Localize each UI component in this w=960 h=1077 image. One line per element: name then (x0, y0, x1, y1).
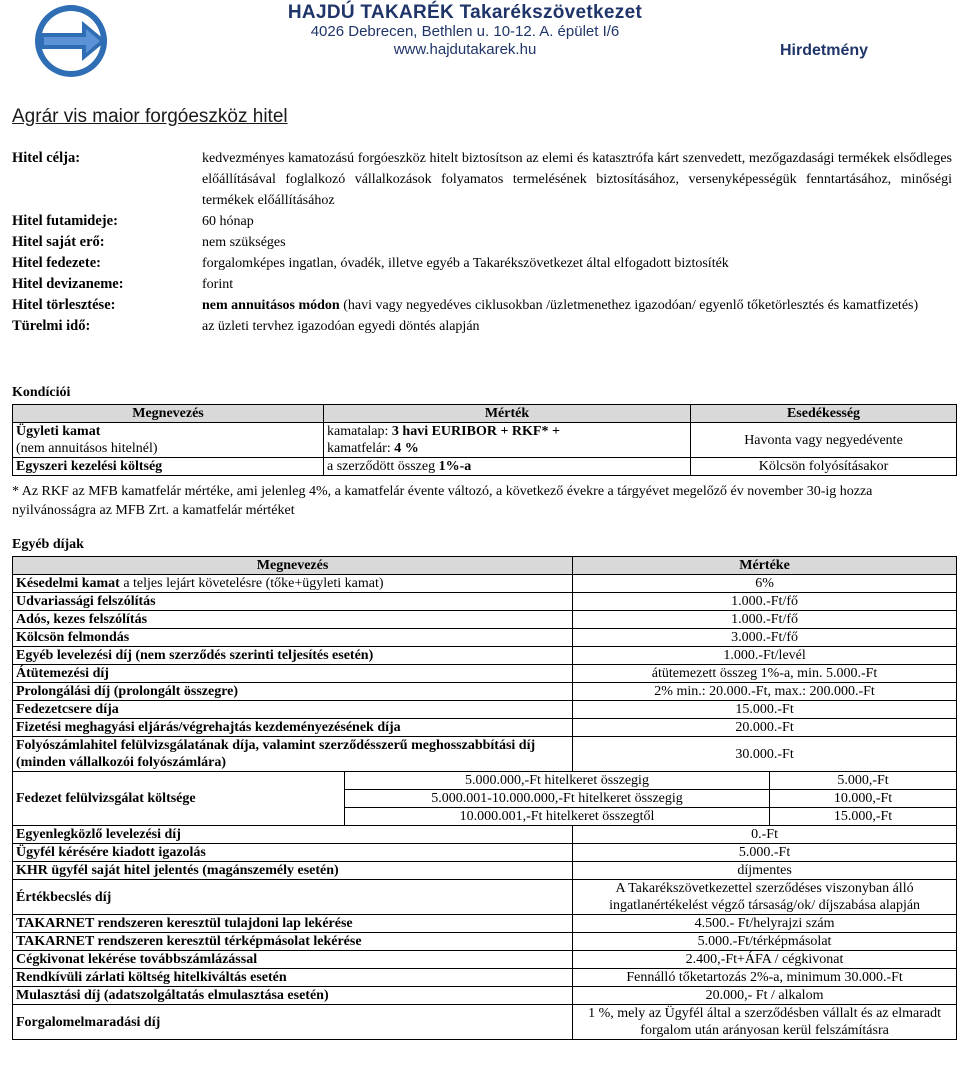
fee-name: Forgalomelmaradási díj (13, 1005, 573, 1040)
tier-range: 10.000.001,-Ft hitelkeret összegtől (345, 808, 770, 826)
conditions-header-row (13, 405, 957, 423)
fee-value: 1.000.-Ft/levél (573, 647, 957, 665)
company-name: HAJDÚ TAKARÉK Takarékszövetkezet (287, 2, 643, 23)
info-row-collateral (12, 253, 952, 274)
fee-value: 1 %, mely az Ügyfél által a szerződésben vállalt és az elmaradt forgalom után arányosan kerül felszámításra (573, 1005, 957, 1040)
company-website[interactable]: www.hajdutakarek.hu (393, 41, 537, 58)
fee-value: Fennálló tőketartozás 2%-a, minimum 30.000.-Ft (573, 969, 957, 987)
rkf-footnote: * Az RKF az MFB kamatfelár mértéke, ami jelenleg 4%, a kamatfelár évente változó, a következő évekre a tárgyévet megelőző év november 30-ig hozza nyilvánosságra az MFB Zrt. a kamatfelár mértéket (12, 484, 873, 518)
fee-name: Rendkívüli zárlati költség hitelkiváltás esetén (13, 969, 573, 987)
handling-fee-name: Egyszeri kezelési költség (13, 458, 324, 476)
fee-name: Cégkivonat lekérése továbbszámlázással (13, 951, 573, 969)
table-row (13, 1005, 957, 1040)
hajdu-takarek-logo-icon (30, 3, 112, 79)
table-row (13, 665, 957, 683)
tier-range: 5.000.000,-Ft hitelkeret összegig (345, 772, 770, 790)
fee-name: KHR ügyfél saját hitel jelentés (magánszemély esetén) (13, 862, 573, 880)
table-row (13, 880, 957, 915)
fee-value: 2% min.: 20.000.-Ft, max.: 200.000.-Ft (573, 683, 957, 701)
fees-col-value: Mértéke (573, 557, 957, 575)
fees-col-name: Megnevezés (13, 557, 573, 575)
table-row (13, 969, 957, 987)
interest-name-cell (13, 423, 324, 458)
fee-value: 30.000.-Ft (573, 737, 957, 772)
fee-value: 5.000.-Ft/térképmásolat (573, 933, 957, 951)
fee-name: Egyenlegközlő levelezési díj (13, 826, 573, 844)
interest-measure-line2: kamatfelár: 4 % (327, 441, 419, 456)
info-row-own (12, 232, 952, 253)
fee-name: Udvariassági felszólítás (13, 593, 573, 611)
col-header-measure: Mérték (324, 405, 691, 423)
table-row (13, 593, 957, 611)
interest-sub: (nem annuitásos hitelnél) (16, 441, 158, 456)
table-row (13, 611, 957, 629)
table-row (13, 933, 957, 951)
table-row (13, 423, 957, 458)
document-header (0, 0, 960, 90)
fee-name: Értékbecslés díj (13, 880, 573, 915)
purpose-label: Hitel célja: (12, 150, 81, 166)
collateral-label: Hitel fedezete: (12, 255, 101, 271)
table-row (13, 458, 957, 476)
col-header-name: Megnevezés (13, 405, 324, 423)
handling-fee-measure: a szerződött összeg 1%-a (324, 458, 691, 476)
purpose-value: kedvezményes kamatozású forgóeszköz hitelt biztosítson az elemi és katasztrófa kárt szenvedett, mezőgazdasági termékek elsődleges előállításával foglalkozó vállalkozások folyamatos termelésének biztosításához, versenyképességük fenntartásához, minőségi termékek előállításához (202, 151, 952, 208)
fee-value: 6% (573, 575, 957, 593)
other-fees-table (12, 556, 957, 1040)
info-row-term (12, 211, 952, 232)
interest-measure-line1: kamatalap: 3 havi EURIBOR + RKF* + (327, 424, 560, 439)
term-label: Hitel futamideje: (12, 213, 118, 229)
table-row (13, 844, 957, 862)
company-block (270, 3, 660, 59)
fee-name: TAKARNET rendszeren keresztül térképmásolat lekérése (13, 933, 573, 951)
table-row (13, 719, 957, 737)
fee-value: 15.000.-Ft (573, 701, 957, 719)
table-row (13, 862, 957, 880)
info-row-repay (12, 295, 952, 316)
fee-name: Mulasztási díj (adatszolgáltatás elmulasztása esetén) (13, 987, 573, 1005)
handling-fee-due: Kölcsön folyósításakor (691, 458, 957, 476)
grace-value: az üzleti tervhez igazodóan egyedi döntés alapján (202, 319, 480, 334)
grace-label: Türelmi idő: (12, 318, 91, 334)
other-fees-heading: Egyéb díjak (12, 537, 84, 552)
document-type: Hirdetmény (780, 42, 869, 59)
fee-name: Kölcsön felmondás (13, 629, 573, 647)
fee-name: Adós, kezes felszólítás (13, 611, 573, 629)
interest-due: Havonta vagy negyedévente (691, 423, 957, 458)
table-row (13, 575, 957, 593)
fee-value: átütemezett összeg 1%-a, min. 5.000.-Ft (573, 665, 957, 683)
fee-value: 20.000.-Ft (573, 719, 957, 737)
collateral-value: forgalomképes ingatlan, óvadék, illetve egyéb a Takarékszövetkezet által elfogadott biztosíték (202, 256, 729, 271)
interest-name: Ügyleti kamat (16, 424, 101, 439)
fee-name: Fedezetcsere díja (13, 701, 573, 719)
table-row (13, 826, 957, 844)
fee-name: Folyószámlahitel felülvizsgálatának díja, valamint szerződésszerű meghosszabbítási díj (minden vállalkozói folyószámlára) (13, 737, 573, 772)
conditions-table (12, 404, 957, 476)
fee-value: 3.000.-Ft/fő (573, 629, 957, 647)
tier-fee: 15.000,-Ft (770, 808, 957, 826)
tier-fee: 10.000,-Ft (770, 790, 957, 808)
table-row (13, 987, 957, 1005)
fee-value: 4.500.- Ft/helyrajzi szám (573, 915, 957, 933)
repay-label: Hitel törlesztése: (12, 297, 116, 313)
conditions-heading: Kondíciói (12, 385, 71, 400)
fee-value: 1.000.-Ft/fő (573, 611, 957, 629)
info-row-grace (12, 316, 952, 337)
loan-info-table (12, 148, 952, 337)
tier-fee: 5.000,-Ft (770, 772, 957, 790)
fee-name: Ügyfél kérésére kiadott igazolás (13, 844, 573, 862)
fee-name: Fizetési meghagyási eljárás/végrehajtás kezdeményezésének díja (13, 719, 573, 737)
fee-name: Fedezet felülvizsgálat költsége (13, 772, 345, 826)
own-value: nem szükséges (202, 235, 286, 250)
table-row (13, 629, 957, 647)
fee-name: Prolongálási díj (prolongált összegre) (13, 683, 573, 701)
fee-value: 0.-Ft (573, 826, 957, 844)
currency-label: Hitel devizaneme: (12, 276, 124, 292)
fee-value: díjmentes (573, 862, 957, 880)
fee-value: 20.000,- Ft / alkalom (573, 987, 957, 1005)
fee-name: TAKARNET rendszeren keresztül tulajdoni lap lekérése (13, 915, 573, 933)
fee-name: Késedelmi kamat a teljes lejárt követelésre (tőke+ügyleti kamat) (13, 575, 573, 593)
own-label: Hitel saját erő: (12, 234, 105, 250)
fees-header-row (13, 557, 957, 575)
fee-value: 1.000.-Ft/fő (573, 593, 957, 611)
info-row-purpose (12, 148, 952, 211)
table-row (13, 951, 957, 969)
table-row (13, 647, 957, 665)
company-address: 4026 Debrecen, Bethlen u. 10-12. A. épület I/6 (310, 23, 620, 40)
table-row (13, 737, 957, 772)
fee-value: 2.400,-Ft+ÁFA / cégkivonat (573, 951, 957, 969)
table-row (13, 701, 957, 719)
tier-range: 5.000.001-10.000.000,-Ft hitelkeret összegig (345, 790, 770, 808)
repay-bold: nem annuitásos módon (202, 298, 340, 313)
fee-name: Átütemezési díj (13, 665, 573, 683)
term-value: 60 hónap (202, 214, 254, 229)
repay-value (202, 295, 952, 316)
page-title: Agrár vis maior forgóeszköz hitel (12, 106, 288, 127)
fee-value: A Takarékszövetkezettel szerződéses viszonyban álló ingatlanértékelést végző társaság/ok/ díjszabása alapján (573, 880, 957, 915)
currency-value: forint (202, 277, 234, 292)
table-row (13, 683, 957, 701)
fee-value: 5.000.-Ft (573, 844, 957, 862)
interest-measure-cell (324, 423, 691, 458)
info-row-currency (12, 274, 952, 295)
table-row (13, 772, 957, 790)
fee-name: Egyéb levelezési díj (nem szerződés szerinti teljesítés esetén) (13, 647, 573, 665)
col-header-due: Esedékesség (691, 405, 957, 423)
repay-rest: (havi vagy negyedéves ciklusokban /üzletmenethez igazodóan/ egyenlő tőketörlesztés és kamatfizetés) (339, 298, 919, 313)
table-row (13, 915, 957, 933)
